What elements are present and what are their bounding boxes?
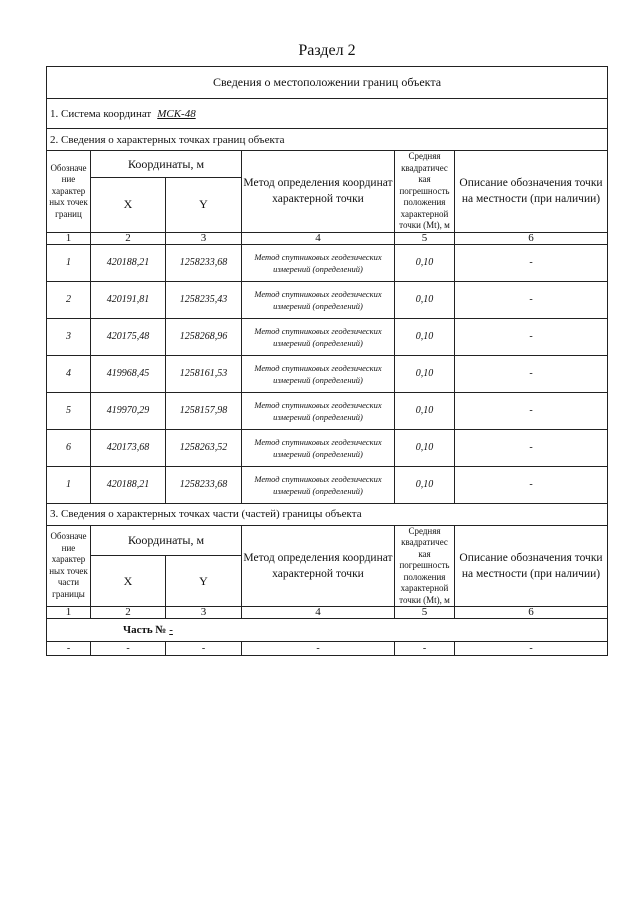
x-header: X xyxy=(91,177,166,232)
method-header: Метод определения координат характерной точки xyxy=(242,525,395,607)
precision-cell: 0,10 xyxy=(395,318,455,355)
x-coordinate-cell: 420175,48 xyxy=(91,318,166,355)
x-coordinate-cell: - xyxy=(91,642,166,656)
column-index-cell: 1 xyxy=(47,232,91,244)
part-label-text: Часть № xyxy=(123,624,170,636)
table-row xyxy=(47,244,608,281)
table-row xyxy=(47,281,608,318)
table-row xyxy=(47,466,608,503)
method-cell: Метод спутниковых геодезических измерений (определений) xyxy=(242,429,395,466)
point-number-cell: 3 xyxy=(47,318,91,355)
part-number: - xyxy=(169,624,173,636)
coords-header: Координаты, м xyxy=(91,525,242,556)
description-cell: - xyxy=(455,244,608,281)
method-cell: Метод спутниковых геодезических измерений (определений) xyxy=(242,392,395,429)
method-cell: Метод спутниковых геодезических измерений (определений) xyxy=(242,466,395,503)
method-cell: Метод спутниковых геодезических измерений (определений) xyxy=(242,244,395,281)
description-cell: - xyxy=(455,642,608,656)
y-coordinate-cell: 1258235,43 xyxy=(166,281,242,318)
point-number-cell: 6 xyxy=(47,429,91,466)
column-index-cell: 1 xyxy=(47,607,91,619)
y-coordinate-cell: 1258233,68 xyxy=(166,466,242,503)
description-header: Описание обозначения точки на местности (при наличии) xyxy=(455,525,608,607)
description-cell: - xyxy=(455,429,608,466)
column-index-cell: 5 xyxy=(395,232,455,244)
method-cell: Метод спутниковых геодезических измерений (определений) xyxy=(242,318,395,355)
y-coordinate-cell: - xyxy=(166,642,242,656)
precision-header: Средняя квадратичес кая погрешность положения характерной точки (Mt), м xyxy=(395,151,455,233)
x-coordinate-cell: 420173,68 xyxy=(91,429,166,466)
section2-title: 2. Сведения о характерных точках границ объекта xyxy=(47,129,608,151)
precision-cell: 0,10 xyxy=(395,244,455,281)
point-number-cell: 2 xyxy=(47,281,91,318)
coord-system-label: 1. Система координат xyxy=(50,107,152,120)
point-number-cell: 4 xyxy=(47,355,91,392)
description-cell: - xyxy=(455,355,608,392)
x-header: X xyxy=(91,556,166,607)
x-coordinate-cell: 420188,21 xyxy=(91,244,166,281)
method-cell: Метод спутниковых геодезических измерений (определений) xyxy=(242,281,395,318)
precision-cell: 0,10 xyxy=(395,429,455,466)
precision-cell: 0,10 xyxy=(395,281,455,318)
coords-header: Координаты, м xyxy=(91,151,242,178)
method-cell: - xyxy=(242,642,395,656)
point-number-cell: 1 xyxy=(47,244,91,281)
table-row xyxy=(47,318,608,355)
column-index-cell: 5 xyxy=(395,607,455,619)
table-row xyxy=(47,642,608,656)
y-coordinate-cell: 1258233,68 xyxy=(166,244,242,281)
description-header: Описание обозначения точки на местности (при наличии) xyxy=(455,151,608,233)
precision-cell: - xyxy=(395,642,455,656)
x-coordinate-cell: 420188,21 xyxy=(91,466,166,503)
column-index-cell: 2 xyxy=(91,607,166,619)
boundary-table xyxy=(46,66,608,656)
point-number-cell: - xyxy=(47,642,91,656)
coord-system-row xyxy=(47,99,608,129)
part-label xyxy=(47,619,608,642)
description-cell: - xyxy=(455,392,608,429)
column-index-cell: 2 xyxy=(91,232,166,244)
precision-cell: 0,10 xyxy=(395,355,455,392)
column-index-cell: 3 xyxy=(166,232,242,244)
section-heading: Сведения о местоположении границ объекта xyxy=(47,67,608,99)
description-cell: - xyxy=(455,281,608,318)
y-coordinate-cell: 1258263,52 xyxy=(166,429,242,466)
column-index-cell: 4 xyxy=(242,232,395,244)
table-row xyxy=(47,392,608,429)
table-row xyxy=(47,355,608,392)
x-coordinate-cell: 420191,81 xyxy=(91,281,166,318)
point-number-cell: 1 xyxy=(47,466,91,503)
x-coordinate-cell: 419968,45 xyxy=(91,355,166,392)
x-coordinate-cell: 419970,29 xyxy=(91,392,166,429)
section3-title: 3. Сведения о характерных точках части (частей) границы объекта xyxy=(47,503,608,525)
y-header: Y xyxy=(166,177,242,232)
y-coordinate-cell: 1258157,98 xyxy=(166,392,242,429)
precision-header: Средняя квадратичес кая погрешность положения характерной точки (Mt), м xyxy=(395,525,455,607)
precision-cell: 0,10 xyxy=(395,466,455,503)
page-title: Раздел 2 xyxy=(298,42,356,59)
y-coordinate-cell: 1258161,53 xyxy=(166,355,242,392)
column-index-cell: 4 xyxy=(242,607,395,619)
method-header: Метод определения координат характерной точки xyxy=(242,151,395,233)
method-cell: Метод спутниковых геодезических измерений (определений) xyxy=(242,355,395,392)
point-header: Обозначе ние характер ных точек части границы xyxy=(47,525,91,607)
coord-system-value: МСК-48 xyxy=(157,107,196,120)
precision-cell: 0,10 xyxy=(395,392,455,429)
column-index-cell: 6 xyxy=(455,232,608,244)
point-header: Обозначе ние характер ных точек границ xyxy=(47,151,91,233)
point-number-cell: 5 xyxy=(47,392,91,429)
column-index-cell: 6 xyxy=(455,607,608,619)
description-cell: - xyxy=(455,318,608,355)
table-row xyxy=(47,429,608,466)
column-index-cell: 3 xyxy=(166,607,242,619)
y-coordinate-cell: 1258268,96 xyxy=(166,318,242,355)
y-header: Y xyxy=(166,556,242,607)
description-cell: - xyxy=(455,466,608,503)
